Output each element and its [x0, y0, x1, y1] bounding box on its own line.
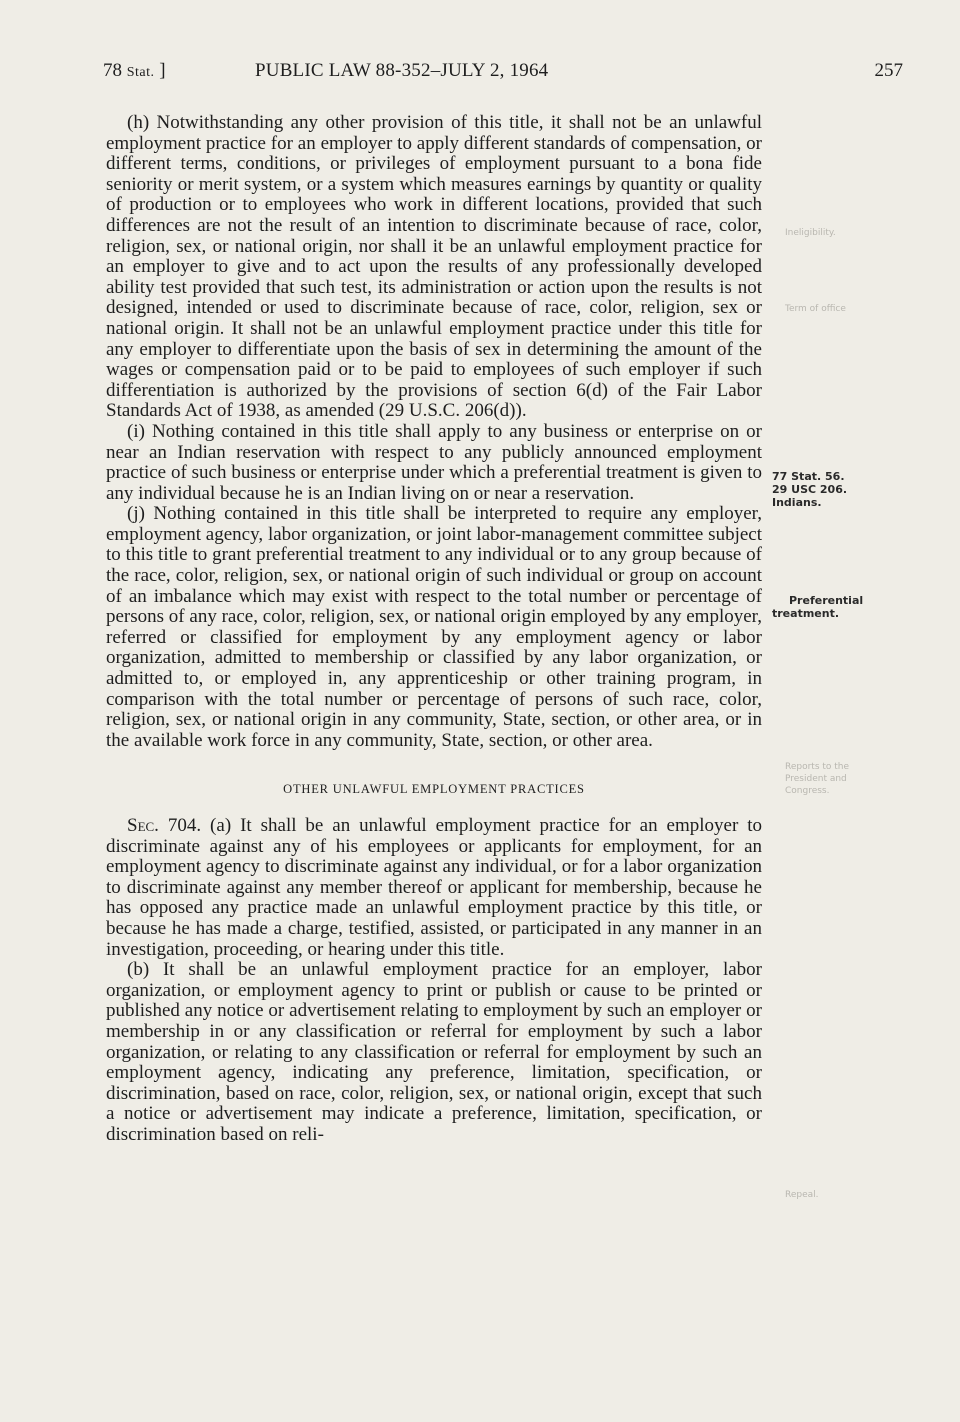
- margin-note-preferential: [772, 594, 863, 620]
- margin-indians: Indians.: [772, 496, 822, 509]
- paragraph-i: (i) Nothing contained in this title shall apply to any business or enterprise on or near an Indian reservation with respect to any publicly announced employment practice of such business or enterprise under which a preferential treatment is given to any individual because he is an Indian living on or near a reservation.: [106, 420, 762, 504]
- page-number: 257: [874, 60, 903, 81]
- bleed-through-note: Ineligibility.: [785, 228, 836, 238]
- page-header: [103, 60, 903, 90]
- header-bracket: ]: [159, 60, 166, 81]
- statute-volume: [103, 60, 166, 82]
- bleed-through-note: Term of office: [785, 304, 846, 314]
- paragraph-j: (j) Nothing contained in this title shall be interpreted to require any employer, employment agency, labor organization, or joint labor-management committee subject to this title to grant preferential treatment to any individual or to any group because of the race, color, religion, sex, or national origin of such individual or group on account of an imbalance which may exist with respect to the total number or percentage of persons of any race, color, religion, sex, or national origin employed by any employer, referred or classified for employment by any employment agency or labor organization, admitted to membership or classified by any labor organization, or admitted to, or employed in, any apprenticeship or other training program, in comparison with the total number or percentage of persons of such race, color, religion, sex, or national origin in any community, State, section, or other area, or in the available work force in any community, State, section, or other area.: [106, 503, 762, 751]
- margin-preferential-1: Preferential: [789, 594, 864, 607]
- bleed-through-note: Repeal.: [785, 1190, 819, 1200]
- margin-preferential-2: treatment.: [772, 607, 840, 620]
- bleed-through-note: President and: [785, 774, 847, 784]
- section-704-a: [106, 816, 762, 960]
- bleed-through-note: Congress.: [785, 786, 830, 796]
- margin-note-citation: [772, 470, 847, 509]
- volume-number: 78: [103, 60, 122, 81]
- margin-usc-ref: 29 USC 206.: [772, 483, 848, 496]
- body-text: [106, 113, 762, 1146]
- section-label: Sec. 704.: [127, 815, 202, 836]
- volume-stat-label: Stat.: [126, 65, 155, 80]
- section-704-a-text: (a) It shall be an unlawful employment practice for an employer to discriminate against any of his employees or applicants for employment, for an employment agency to discriminate against any individual, or for a labor organization to discriminate against any member thereof or applicant for membership, because he has opposed any practice made an unlawful employment practice by this title, or because he has made a charge, testified, assisted, or participated in any manner in an investigation, proceeding, or hearing under this title.: [106, 815, 763, 960]
- margin-stat-ref: 77 Stat. 56.: [772, 470, 845, 483]
- section-heading: OTHER UNLAWFUL EMPLOYMENT PRACTICES: [283, 782, 585, 797]
- paragraph-h: (h) Notwithstanding any other provision of this title, it shall not be an unlawful employment practice for an employer to apply different standards of compensation, or different terms, conditions, or privileges of employment pursuant to a bona fide seniority or merit system, or a system which measures earnings by quantity or quality of production or to employees who work in different locations, provided that such differences are not the result of an intention to discriminate because of race, color, religion, sex, or national origin, nor shall it be an unlawful employment practice for an employer to give and to act upon the results of any professionally developed ability test provided that such test, its administration or action upon the results is not designed, intended or used to discriminate because of race, color, religion, sex or national origin. It shall not be an unlawful employment practice under this title for any employer to differentiate upon the basis of sex in determining the amount of the wages or compensation paid or to be paid to employees of such employer if such differentiation is authorized by the provisions of section 6(d) of the Fair Labor Standards Act of 1938, as amended (29 U.S.C. 206(d)).: [106, 112, 762, 422]
- bleed-through-note: Reports to the: [785, 762, 850, 772]
- law-title: PUBLIC LAW 88-352–JULY 2, 1964: [255, 60, 549, 81]
- section-704-b: (b) It shall be an unlawful employment practice for an employer, labor organization, or employment agency to print or publish or cause to be printed or published any notice or advertisement relating to employment by such an employer or membership in or any classification or referral for employment by such a labor organization, or relating to any classification or referral for employment by such an employment agency, indicating any preference, limitation, specification, or discrimination, based on race, color, religion, sex, or national origin, except that such a notice or advertisement may indicate a preference, limitation, specification, or discrimination based on reli-: [106, 959, 762, 1145]
